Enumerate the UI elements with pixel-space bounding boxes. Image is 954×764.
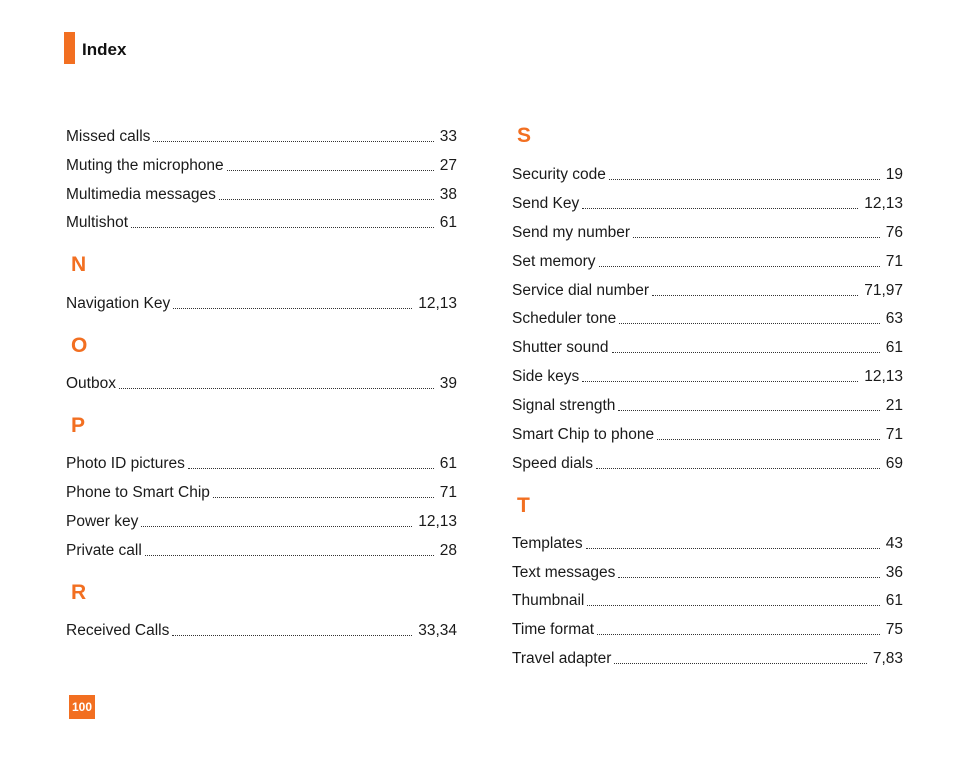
index-entry xyxy=(512,451,903,473)
index-entry xyxy=(66,538,457,560)
entry-term: Private call xyxy=(66,542,142,559)
leader-dots xyxy=(657,439,880,440)
entry-page: 7,83 xyxy=(872,650,903,667)
entry-page: 61 xyxy=(885,339,903,356)
index-entry xyxy=(512,422,903,444)
index-entry xyxy=(512,531,903,553)
index-entry xyxy=(66,124,457,146)
index-entry xyxy=(66,210,457,232)
entry-term: Side keys xyxy=(512,368,580,385)
index-entry xyxy=(512,278,903,300)
entry-term: Smart Chip to phone xyxy=(512,426,655,443)
entry-page: 69 xyxy=(885,455,903,472)
entry-term: Phone to Smart Chip xyxy=(66,484,210,501)
index-entry xyxy=(66,153,457,175)
entry-term: Send Key xyxy=(512,195,580,212)
index-entry xyxy=(512,220,903,242)
index-entry xyxy=(66,371,457,393)
entry-page: 61 xyxy=(885,592,903,609)
entry-page: 63 xyxy=(885,310,903,327)
leader-dots xyxy=(599,266,880,267)
entry-term: Text messages xyxy=(512,564,616,581)
index-entry xyxy=(512,335,903,357)
section-letter-s: S xyxy=(517,124,532,147)
index-entry xyxy=(512,560,903,582)
index-entry xyxy=(512,249,903,271)
entry-page: 61 xyxy=(439,214,457,231)
entry-page: 39 xyxy=(439,375,457,392)
entry-term: Set memory xyxy=(512,253,596,270)
entry-page: 28 xyxy=(439,542,457,559)
index-entry xyxy=(66,182,457,204)
entry-term: Muting the microphone xyxy=(66,157,224,174)
leader-dots xyxy=(619,323,879,324)
index-entry xyxy=(66,618,457,640)
entry-page: 71,97 xyxy=(864,282,903,299)
leader-dots xyxy=(188,468,434,469)
entry-term: Speed dials xyxy=(512,455,594,472)
entry-term: Service dial number xyxy=(512,282,649,299)
leader-dots xyxy=(618,577,879,578)
leader-dots xyxy=(586,548,880,549)
entry-page: 71 xyxy=(885,426,903,443)
entry-term: Multishot xyxy=(66,214,129,231)
leader-dots xyxy=(609,179,880,180)
entry-page: 75 xyxy=(885,621,903,638)
page-number-badge: 100 xyxy=(69,695,95,719)
leader-dots xyxy=(219,199,434,200)
section-letter-n: N xyxy=(71,253,87,276)
leader-dots xyxy=(633,237,880,238)
leader-dots xyxy=(153,141,433,142)
section-letter-p: P xyxy=(71,414,86,437)
index-entry xyxy=(512,162,903,184)
index-entry xyxy=(66,291,457,313)
entry-page: 33,34 xyxy=(418,622,457,639)
index-entry xyxy=(512,646,903,668)
entry-term: Security code xyxy=(512,166,606,183)
leader-dots xyxy=(227,170,434,171)
entry-page: 38 xyxy=(439,186,457,203)
leader-dots xyxy=(145,555,434,556)
index-entry xyxy=(66,509,457,531)
entry-term: Missed calls xyxy=(66,128,151,145)
index-entry xyxy=(512,393,903,415)
entry-term: Send my number xyxy=(512,224,631,241)
leader-dots xyxy=(612,352,880,353)
entry-page: 43 xyxy=(885,535,903,552)
section-letter-o: O xyxy=(71,334,88,357)
entry-term: Shutter sound xyxy=(512,339,609,356)
index-entry xyxy=(512,306,903,328)
entry-term: Templates xyxy=(512,535,583,552)
entry-term: Received Calls xyxy=(66,622,170,639)
entry-page: 19 xyxy=(885,166,903,183)
entry-page: 71 xyxy=(439,484,457,501)
leader-dots xyxy=(618,410,879,411)
entry-term: Navigation Key xyxy=(66,295,171,312)
header-accent-bar xyxy=(64,32,75,64)
entry-page: 33 xyxy=(439,128,457,145)
leader-dots xyxy=(582,381,858,382)
index-entry xyxy=(66,451,457,473)
leader-dots xyxy=(582,208,858,209)
leader-dots xyxy=(652,295,858,296)
leader-dots xyxy=(597,634,880,635)
index-entry xyxy=(512,364,903,386)
index-entry xyxy=(66,480,457,502)
entry-page: 12,13 xyxy=(864,195,903,212)
section-letter-t: T xyxy=(517,494,530,517)
entry-term: Thumbnail xyxy=(512,592,585,609)
leader-dots xyxy=(614,663,866,664)
leader-dots xyxy=(119,388,434,389)
entry-page: 12,13 xyxy=(864,368,903,385)
entry-page: 71 xyxy=(885,253,903,270)
leader-dots xyxy=(131,227,434,228)
entry-term: Outbox xyxy=(66,375,116,392)
leader-dots xyxy=(587,605,879,606)
leader-dots xyxy=(172,635,412,636)
entry-term: Multimedia messages xyxy=(66,186,216,203)
leader-dots xyxy=(141,526,412,527)
entry-term: Power key xyxy=(66,513,139,530)
index-entry xyxy=(512,191,903,213)
entry-page: 76 xyxy=(885,224,903,241)
section-letter-r: R xyxy=(71,581,87,604)
entry-page: 36 xyxy=(885,564,903,581)
entry-term: Scheduler tone xyxy=(512,310,617,327)
leader-dots xyxy=(213,497,434,498)
entry-page: 12,13 xyxy=(418,513,457,530)
entry-page: 12,13 xyxy=(418,295,457,312)
entry-term: Signal strength xyxy=(512,397,616,414)
entry-page: 21 xyxy=(885,397,903,414)
leader-dots xyxy=(596,468,880,469)
entry-page: 61 xyxy=(439,455,457,472)
entry-term: Photo ID pictures xyxy=(66,455,185,472)
entry-term: Travel adapter xyxy=(512,650,612,667)
index-entry xyxy=(512,617,903,639)
page-title: Index xyxy=(82,40,127,59)
entry-term: Time format xyxy=(512,621,595,638)
entry-page: 27 xyxy=(439,157,457,174)
leader-dots xyxy=(173,308,412,309)
index-entry xyxy=(512,588,903,610)
